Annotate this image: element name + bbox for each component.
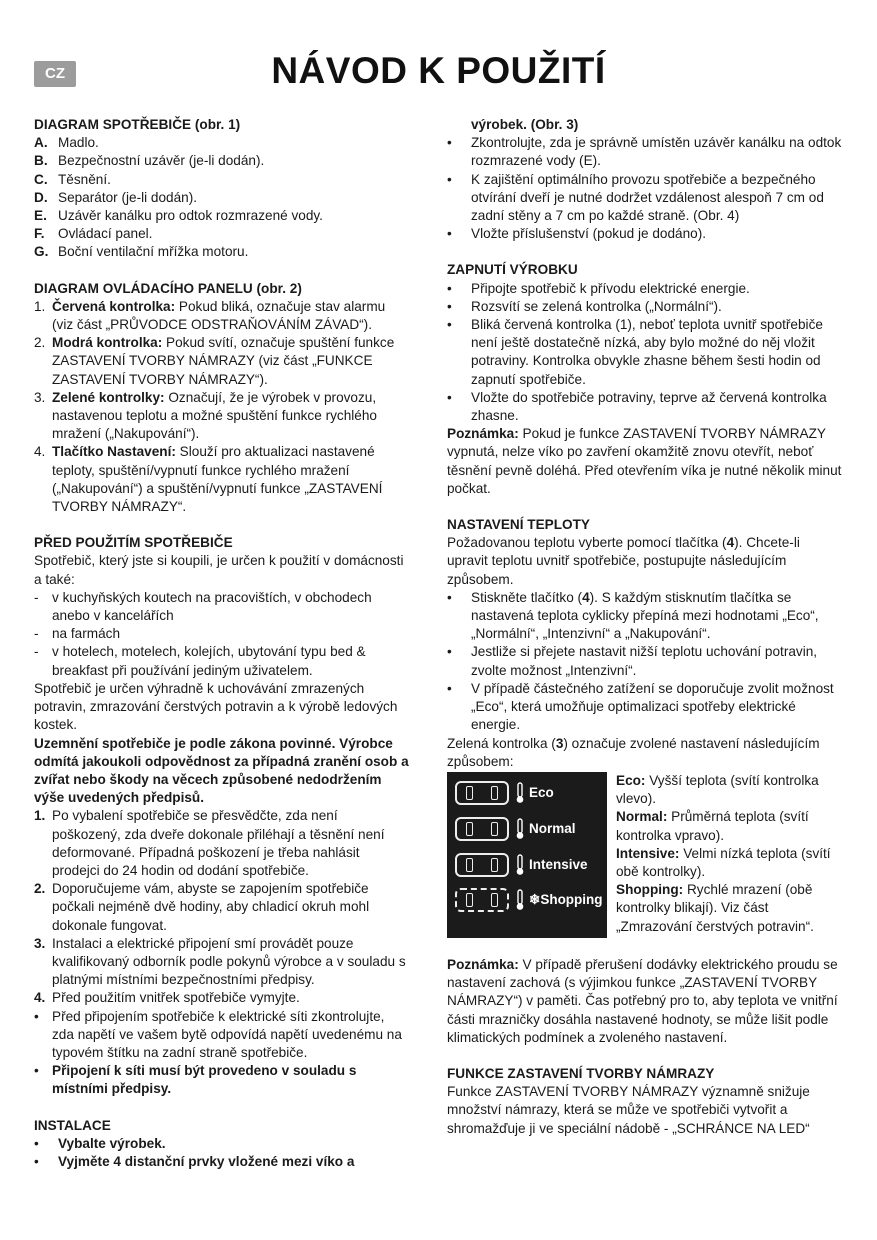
power-on-heading: ZAPNUTÍ VÝROBKU — [447, 262, 578, 278]
mode-normal: Normal: Průměrná teplota (svítí kontrolka vpravo). — [616, 809, 809, 843]
list-item: 2. Doporučujeme vám, abyste se zapojením spotřebiče počkali nejméně dvě hodiny, aby chladicí okruh mohl dokonale fungovat. — [34, 881, 370, 933]
list-item: • Vyjměte 4 distanční prvky vložené mezi víko a — [34, 1153, 355, 1169]
list-item: - na farmách — [34, 626, 121, 642]
thermometer-icon — [515, 889, 525, 911]
panel-row-eco — [455, 780, 554, 806]
list-item: • Rozsvítí se zelená kontrolka („Normální“). — [447, 298, 722, 314]
list-item: C. Těsnění. — [34, 171, 111, 187]
list-item: 3. Zelené kontrolky: Označují, že je výrobek v provozu, nastavenou teplotu a možné spuštění funkce rychlého mražení („Nakupování“). — [34, 389, 377, 442]
diagram-heading: DIAGRAM SPOTŘEBIČE (obr. 1) — [34, 117, 241, 132]
thermometer-icon — [515, 818, 525, 840]
note: Poznámka: V případě přerušení dodávky elektrického proudu se nastavení zachová (s výjimkou funkce „ZASTAVENÍ TVORBY NÁMRAZY“) v paměti. Čas potřebný pro to, aby teplota ve vnitřní části mrazničky dosáhla nastavené hodnoty, se může lišit podle klimatických podmínek a zvoleného nastavení. — [447, 956, 838, 1045]
paragraph: Spotřebič je určen výhradně k uchovávání zmrazených potravin, zmrazování čerstvých potravin a k výrobě ledových kostek. — [34, 680, 398, 733]
list-item: - v kuchyňských koutech na pracovištích, v obchodech anebo v kancelářích — [34, 589, 372, 624]
right-column — [447, 116, 843, 1138]
list-item: 1. Červená kontrolka: Pokud bliká, označuje stav alarmu (viz část „PRŮVODCE ODSTRAŇOVÁNÍM ZÁVAD“). — [34, 298, 386, 333]
grounding-warning: Uzemnění spotřebiče je podle zákona povinné. Výrobce odmítá jakoukoli odpovědnost za případná zranění osob a zvířat nebo škody na věcech způsobené nedodržením výše uvedených předpisů. — [34, 735, 409, 806]
paragraph: Funkce ZASTAVENÍ TVORBY NÁMRAZY významně snižuje množství námrazy, která se může ve spotřebiči vytvořit a shromažďuje ji ve speciální nádobě - „SCHRÁNCE NA LED“ — [447, 1084, 810, 1136]
list-item: 3. Instalaci a elektrické připojení smí provádět pouze kvalifikovaný odborník podle pokynů výrobce a v souladu s platnými místními bezpečnostními předpisy. — [34, 935, 406, 988]
list-item: F. Ovládací panel. — [34, 226, 153, 242]
list-item: 1. Po vybalení spotřebiče se přesvědčte, zda není poškozený, zda dveře dokonale přiléhají a těsnění není deformované. Případná poškození je třeba nahlásit prodejci do 24 hodin od dodání spotřebiče. — [34, 808, 385, 878]
note: Poznámka: Pokud je funkce ZASTAVENÍ TVORBY NÁMRAZY vypnutá, nelze víko po zavření okamžitě znovu otevřít, neboť těsnění pevně doléhá. Před otevřením víka je nutné několik minut počkat. — [447, 426, 842, 496]
paragraph: Zelená kontrolka (3) označuje zvolené nastavení následujícím způsobem: — [447, 735, 820, 769]
snowflake-icon: ❄ — [529, 891, 541, 907]
control-panel-image — [447, 772, 607, 938]
list-item: • Vybalte výrobek. — [34, 1135, 166, 1151]
page-title: NÁVOD K POUŽITÍ — [271, 50, 606, 91]
mode-eco: Eco: Vyšší teplota (svítí kontrolka vlevo). — [616, 772, 819, 807]
list-item: 4. Před použitím vnitřek spotřebiče vymyjte. — [34, 990, 300, 1006]
list-item: • Zkontrolujte, zda je správně umístěn uzávěr kanálku na odtok rozmrazené vody (E). — [447, 135, 842, 169]
list-item: G. Boční ventilační mřížka motoru. — [34, 244, 249, 260]
panel-label-eco: Eco — [529, 784, 554, 800]
list-item: - v hotelech, motelech, kolejích, ubytování typu bed & breakfast při používání jediným uživatelem. — [34, 644, 366, 678]
list-item: • K zajištění optimálního provozu spotřebiče a bezpečného otvírání dveří je nutné dodržet vzdálenost alespoň 7 cm od zadní stěny a 7 cm po každé straně. (Obr. 4) — [447, 171, 824, 224]
list-item: D. Separátor (je-li dodán). — [34, 189, 198, 205]
installation-heading: INSTALACE — [34, 1117, 111, 1133]
before-use-intro: Spotřebič, který jste si koupili, je určen k použití v domácnosti a také: — [34, 553, 404, 587]
language-badge: CZ — [34, 61, 76, 87]
thermometer-icon — [515, 854, 525, 876]
list-item: E. Uzávěr kanálku pro odtok rozmrazené vody. — [34, 208, 323, 224]
led-pair — [455, 817, 509, 841]
list-item: 4. Tlačítko Nastavení: Slouží pro aktualizaci nastavené teploty, spuštění/vypnutí funkce rychlého mražení („Nakupování“) a spuštění/vypnutí funkce „ZASTAVENÍ TVORBY NÁMRAZY“. — [34, 444, 383, 515]
led-pair — [455, 853, 509, 877]
list-item: 2. Modrá kontrolka: Pokud svítí, označuje spuštění funkce ZASTAVENÍ TVORBY NÁMRAZY (viz část „FUNKCE ZASTAVENÍ TVORBY NÁMRAZY“). — [34, 335, 395, 387]
left-column — [34, 116, 410, 1171]
list-item: • V případě částečného zatížení se doporučuje zvolit možnost „Eco“, která umožňuje optimalizaci spotřeby elektrické energie. — [447, 680, 834, 733]
paragraph: Požadovanou teplotu vyberte pomocí tlačítka (4). Chcete-li upravit teplotu uvnitř spotřebiče, postupujte následujícím způsobem. — [447, 535, 800, 587]
control-panel-figure — [447, 772, 843, 938]
panel-row-shopping — [455, 887, 603, 913]
list-item: • Vložte příslušenství (pokud je dodáno). — [447, 226, 707, 242]
diagram-list — [34, 134, 410, 261]
mode-shopping: Shopping: Rychlé mrazení (obě kontrolky blikají). Viz část „Zmrazování čerstvých potravin“. — [616, 882, 814, 934]
led-pair-blinking — [455, 888, 509, 912]
list-item: • Vložte do spotřebiče potraviny, teprve až červená kontrolka zhasne. — [447, 389, 827, 424]
list-item: A. Madlo. — [34, 135, 99, 151]
list-item: • Před připojením spotřebiče k elektrické síti zkontrolujte, zda napětí ve vašem bytě odpovídá napětí uvedenému na typovém štítku na zadní straně spotřebiče. — [34, 1008, 402, 1060]
list-item: • Připojte spotřebič k přívodu elektrické energie. — [447, 280, 750, 296]
led-pair — [455, 781, 509, 805]
panel-row-intensive — [455, 852, 588, 878]
temperature-heading: NASTAVENÍ TEPLOTY — [447, 517, 590, 533]
list-item: výrobek. (Obr. 3) — [471, 117, 579, 132]
panel-label-intensive: Intensive — [529, 856, 588, 872]
list-item: • Jestliže si přejete nastavit nižší teplotu uchování potravin, zvolte možnost „Intenzivní“. — [447, 644, 818, 678]
mode-intensive: Intensive: Velmi nízká teplota (svítí obě kontrolky). — [616, 845, 831, 879]
list-item: • Připojení k síti musí být provedeno v souladu s místními předpisy. — [34, 1063, 357, 1097]
panel-label-normal: Normal — [529, 820, 576, 836]
panel-label-shopping: ❄Shopping — [529, 891, 603, 907]
panel-row-normal — [455, 816, 576, 842]
control-panel-heading: DIAGRAM OVLÁDACÍHO PANELU (obr. 2) — [34, 280, 302, 296]
before-use-heading: PŘED POUŽITÍM SPOTŘEBIČE — [34, 535, 233, 551]
list-item: • Stiskněte tlačítko (4). S každým stisknutím tlačítka se nastavená teplota cyklicky přepíná mezi hodnotami „Eco“, „Normální“, „Intenzivní“ a „Nakupování“. — [447, 589, 819, 642]
mode-descriptions — [607, 772, 843, 938]
list-item: B. Bezpečnostní uzávěr (je-li dodán). — [34, 153, 265, 169]
frost-stop-heading: FUNKCE ZASTAVENÍ TVORBY NÁMRAZY — [447, 1065, 715, 1081]
thermometer-icon — [515, 782, 525, 804]
list-item: • Bliká červená kontrolka (1), neboť teplota uvnitř spotřebiče není ještě dostatečně nízká, aby bylo možné do něj vložit potraviny. Kontrolka obvykle zhasne během šesti hodin od zapnutí spotřebiče. — [447, 317, 823, 387]
